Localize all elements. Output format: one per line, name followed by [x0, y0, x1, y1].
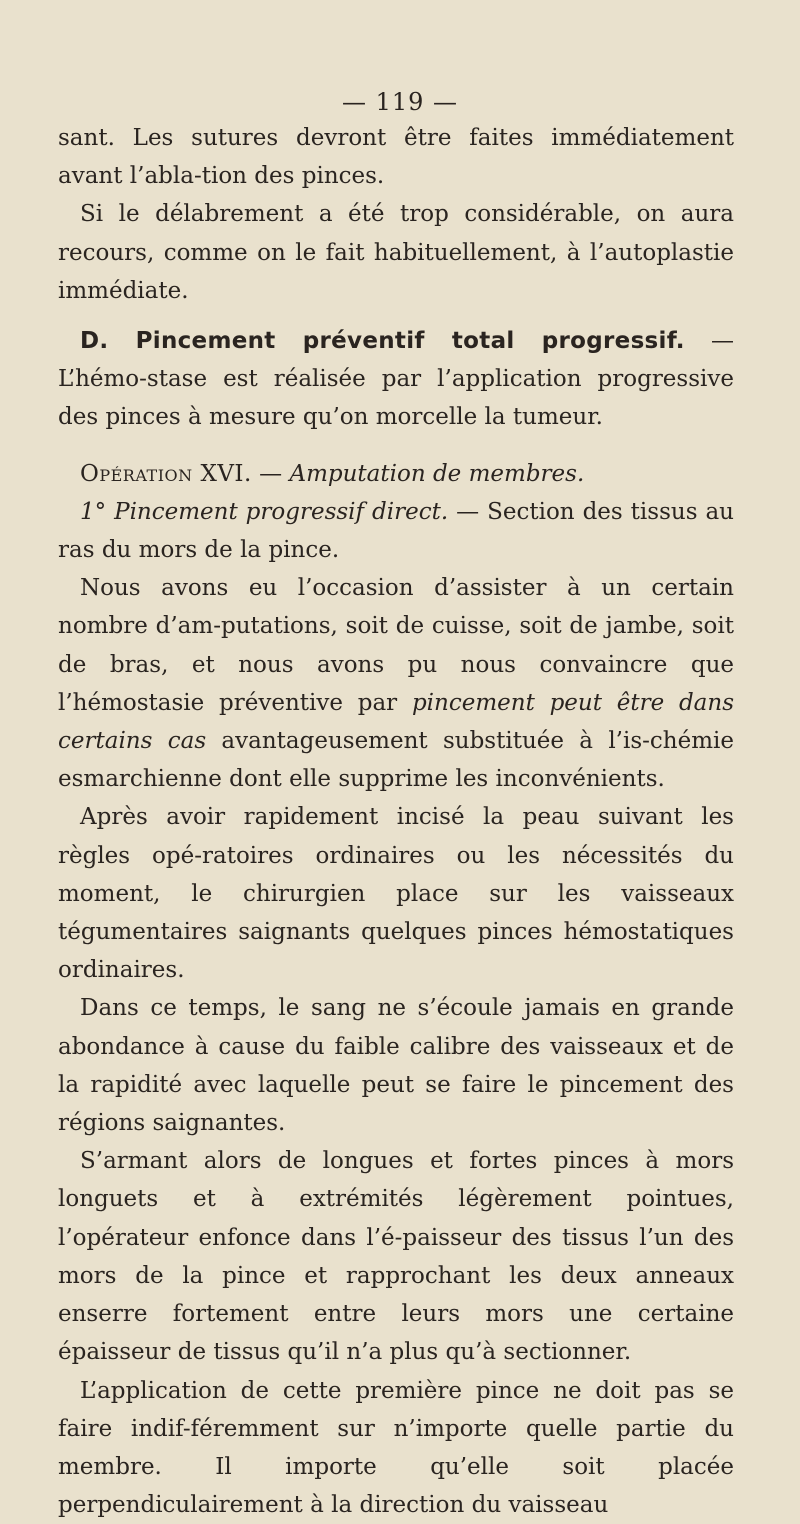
body-text — [58, 119, 734, 1524]
operation-dash: — — [252, 461, 290, 487]
subsection-1-text: — Section des tissus au ras du mors de la pince. — [58, 499, 734, 563]
nous-emphasis: pincement peut être dans certains cas — [58, 690, 734, 754]
paragraph-delabrement: Si le délabrement a été trop considérable, on aura recours, comme on le fait habituellement, à l’autoplastie immédiate. — [58, 195, 734, 310]
paragraph-continuation: sant. Les sutures devront être faites immédiatement avant l’abla-tion des pinces. — [58, 119, 734, 195]
section-d-text: — L’hémo-stase est réalisée par l’application progressive des pinces à mesure qu’on morcelle la tumeur. — [58, 328, 734, 430]
paragraph-s-armant: S’armant alors de longues et fortes pinces à mors longuets et à extrémités légèrement pointues, l’opérateur enfonce dans l’é-paisseur des tissus l’un des mors de la pince et rapprochant les deux anneaux enserre fortement entre leurs mors une certaine épaisseur de tissus qu’il n’a plus qu’à sectionner. — [58, 1142, 734, 1371]
paragraph-application: L’application de cette première pince ne doit pas se faire indif-féremment sur n’importe quelle partie du membre. Il importe qu’elle soit placée perpendiculairement à la direction du vaisseau — [58, 1372, 734, 1524]
operation-heading — [58, 455, 734, 493]
subsection-1-title: 1° Pincement progressif direct. — [80, 499, 448, 525]
section-d-paragraph — [58, 322, 734, 437]
subsection-1-paragraph — [58, 493, 734, 569]
paragraph-dans-ce-temps: Dans ce temps, le sang ne s’écoule jamais en grande abondance à cause du faible calibre des vaisseaux et de la rapidité avec laquelle peut se faire le pincement des régions saignantes. — [58, 989, 734, 1142]
paragraph-apres: Après avoir rapidement incisé la peau suivant les règles opé-ratoires ordinaires ou les nécessités du moment, le chirurgien place sur les vaisseaux tégumentaires saignants quelques pinces hémostatiques ordinaires. — [58, 798, 734, 989]
nous-text-before: Nous avons eu l’occasion d’assister à un certain nombre d’am-putations, soit de cuisse, soit de jambe, soit de bras, et nous avons pu nous convaincre que l’hémostasie préventive par — [58, 575, 734, 716]
section-d-heading: D. Pincement préventif total progressif. — [80, 328, 685, 354]
operation-title: Amputation de membres. — [289, 461, 584, 487]
operation-label: Opération XVI. — [80, 461, 252, 487]
nous-text-after: avantageusement substituée à l’is-chémie esmarchienne dont elle supprime les inconvénients. — [58, 728, 734, 792]
page-number: — 119 — — [0, 88, 800, 116]
paragraph-nous-avons — [58, 569, 734, 798]
